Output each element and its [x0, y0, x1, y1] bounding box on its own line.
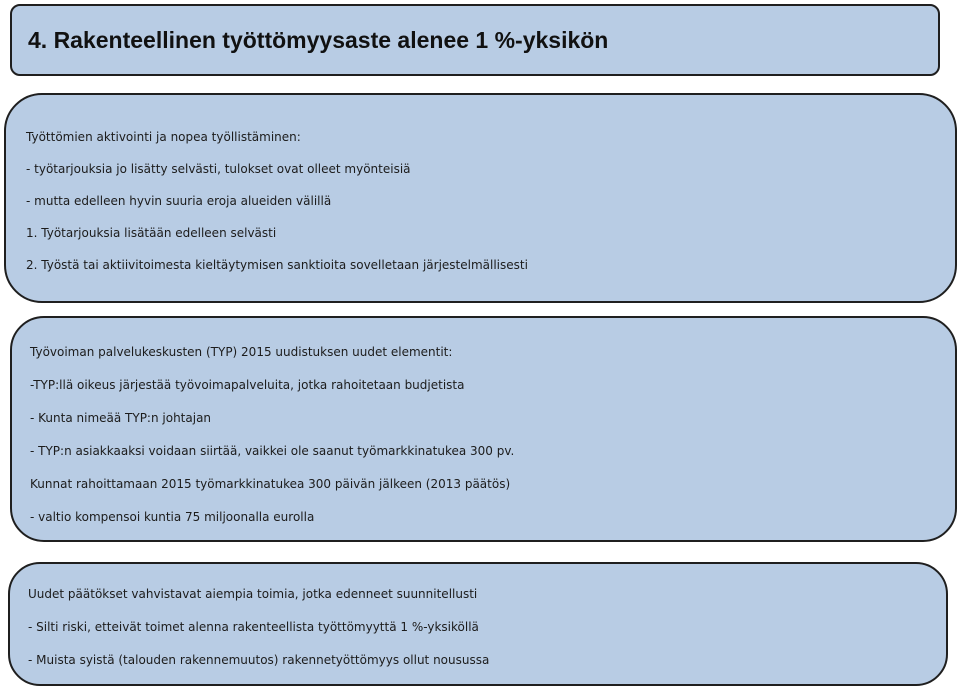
typ-heading: Työvoiman palvelukeskusten (TYP) 2015 uudistuksen uudet elementit:: [30, 345, 453, 359]
typ-line: - TYP:n asiakkaaksi voidaan siirtää, vaikkei ole saanut työmarkkinatukea 300 pv.: [30, 444, 515, 458]
conclusion-line: - Silti riski, etteivät toimet alenna rakenteellista työttömyyttä 1 %-yksiköllä: [28, 620, 479, 634]
activation-section: [4, 93, 957, 303]
conclusion-section: [8, 562, 948, 686]
activation-line: - mutta edelleen hyvin suuria eroja alueiden välillä: [26, 194, 332, 208]
conclusion-heading: Uudet päätökset vahvistavat aiempia toimia, jotka edenneet suunnitellusti: [28, 587, 478, 601]
conclusion-line: - Muista syistä (talouden rakennemuutos) rakennetyöttömyys ollut nousussa: [28, 653, 490, 667]
slide-title: 4. Rakenteellinen työttömyysaste alenee 1 %-yksikön: [28, 26, 609, 53]
title-box: [10, 4, 940, 76]
typ-reform-section: [10, 316, 957, 542]
typ-line: Kunnat rahoittamaan 2015 työmarkkinatukea 300 päivän jälkeen (2013 päätös): [30, 477, 511, 491]
activation-heading: Työttömien aktivointi ja nopea työllistäminen:: [26, 130, 301, 144]
typ-line: - Kunta nimeää TYP:n johtajan: [30, 411, 212, 425]
activation-line: 1. Työtarjouksia lisätään edelleen selvästi: [26, 226, 277, 240]
typ-line: - valtio kompensoi kuntia 75 miljoonalla eurolla: [30, 510, 315, 524]
activation-line: 2. Työstä tai aktiivitoimesta kieltäytymisen sanktioita sovelletaan järjestelmällisesti: [26, 258, 528, 272]
activation-line: - työtarjouksia jo lisätty selvästi, tulokset ovat olleet myönteisiä: [26, 162, 411, 176]
typ-line: -TYP:llä oikeus järjestää työvoimapalveluita, jotka rahoitetaan budjetista: [30, 378, 465, 392]
